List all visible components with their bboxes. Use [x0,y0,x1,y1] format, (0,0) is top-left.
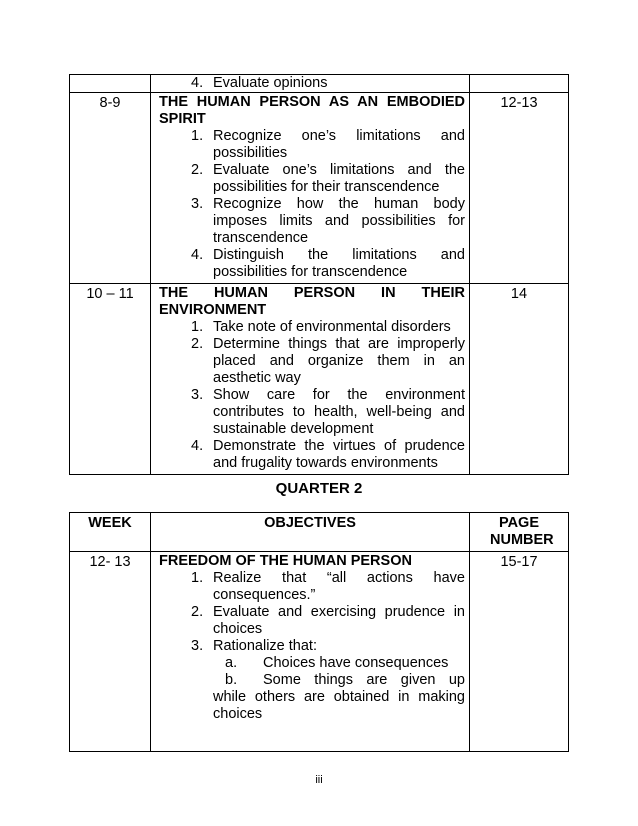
list-item [159,247,465,281]
table-row [70,93,569,284]
header-page-number [470,513,569,552]
item-text: Determine things that are improperly placed and organize them in an aesthetic way [213,336,465,386]
sub-item-text: Choices have consequences [263,655,449,671]
item-number: 2. [191,336,204,352]
week-cell [70,75,151,93]
sub-item-letter: a. [225,655,238,671]
page-cell: 12-13 [470,93,569,284]
objectives-cell [151,75,470,93]
item-text: Evaluate opinions [213,75,328,91]
item-number: 3. [191,196,204,212]
sub-item-letter: b. [225,672,238,688]
item-text: Evaluate one’s limitations and the possibilities for their transcendence [213,162,465,195]
list-item [159,162,465,196]
item-text: Recognize one’s limitations and possibilities [213,128,465,161]
list-item [159,387,465,438]
page-number: iii [315,774,323,786]
sub-item [159,672,465,689]
table-row [70,75,569,93]
objectives-list [159,570,465,723]
list-item [159,570,465,604]
objectives-cell [151,284,470,475]
item-text: Show care for the environment contributes to health, well-being and sustainable development [213,387,465,437]
item-text: Demonstrate the virtues of prudence and frugality towards environments [213,438,465,471]
sub-item-text: Some things are given up [263,672,465,688]
page-cell: 15-17 [470,552,569,752]
header-week: WEEK [70,513,151,552]
week-cell: 10 – 11 [70,284,151,475]
item-number: 3. [191,638,204,654]
page-cell [470,75,569,93]
item-number: 2. [191,162,204,178]
list-item [159,604,465,638]
sub-item [159,655,465,672]
item-number: 1. [191,570,204,586]
list-item [159,638,465,655]
quarter-heading: QUARTER 2 [275,480,363,497]
section-heading: FREEDOM OF THE HUMAN PERSON [159,553,412,569]
section-heading: THE HUMAN PERSON IN THEIR ENVIRONMENT [159,285,465,318]
item-number: 4. [191,438,204,454]
table-row [70,284,569,475]
item-number: 1. [191,128,204,144]
objectives-table-q2 [69,512,569,752]
objectives-cell [151,93,470,284]
item-number: 4. [191,247,204,263]
item-number: 2. [191,604,204,620]
list-item [159,75,465,92]
table-header-row [70,513,569,552]
item-text: Take note of environmental disorders [213,319,451,335]
week-cell: 8-9 [70,93,151,284]
sub-item-continuation: while others are obtained in making choices [213,689,465,722]
section-heading: THE HUMAN PERSON AS AN EMBODIED SPIRIT [159,94,465,127]
page-cell: 14 [470,284,569,475]
item-text: Realize that “all actions have consequences.” [213,570,465,603]
header-objectives: OBJECTIVES [151,513,470,552]
item-number: 3. [191,387,204,403]
objectives-cell [151,552,470,752]
week-cell: 12- 13 [70,552,151,752]
item-text: Recognize how the human body imposes limits and possibilities for transcendence [213,196,465,246]
table-row [70,552,569,752]
list-item [159,128,465,162]
item-text: Evaluate and exercising prudence in choices [213,604,465,637]
header-page-number-label: PAGE NUMBER [490,515,554,548]
item-number: 1. [191,319,204,335]
list-item [159,438,465,472]
item-text: Rationalize that: [213,638,317,654]
objectives-list [159,319,465,472]
item-text: Distinguish the limitations and possibilities for transcendence [213,247,465,280]
objectives-table-q1 [69,74,569,475]
list-item [159,196,465,247]
item-number: 4. [191,75,204,91]
list-item [159,319,465,336]
list-item [159,336,465,387]
objectives-list [159,128,465,281]
